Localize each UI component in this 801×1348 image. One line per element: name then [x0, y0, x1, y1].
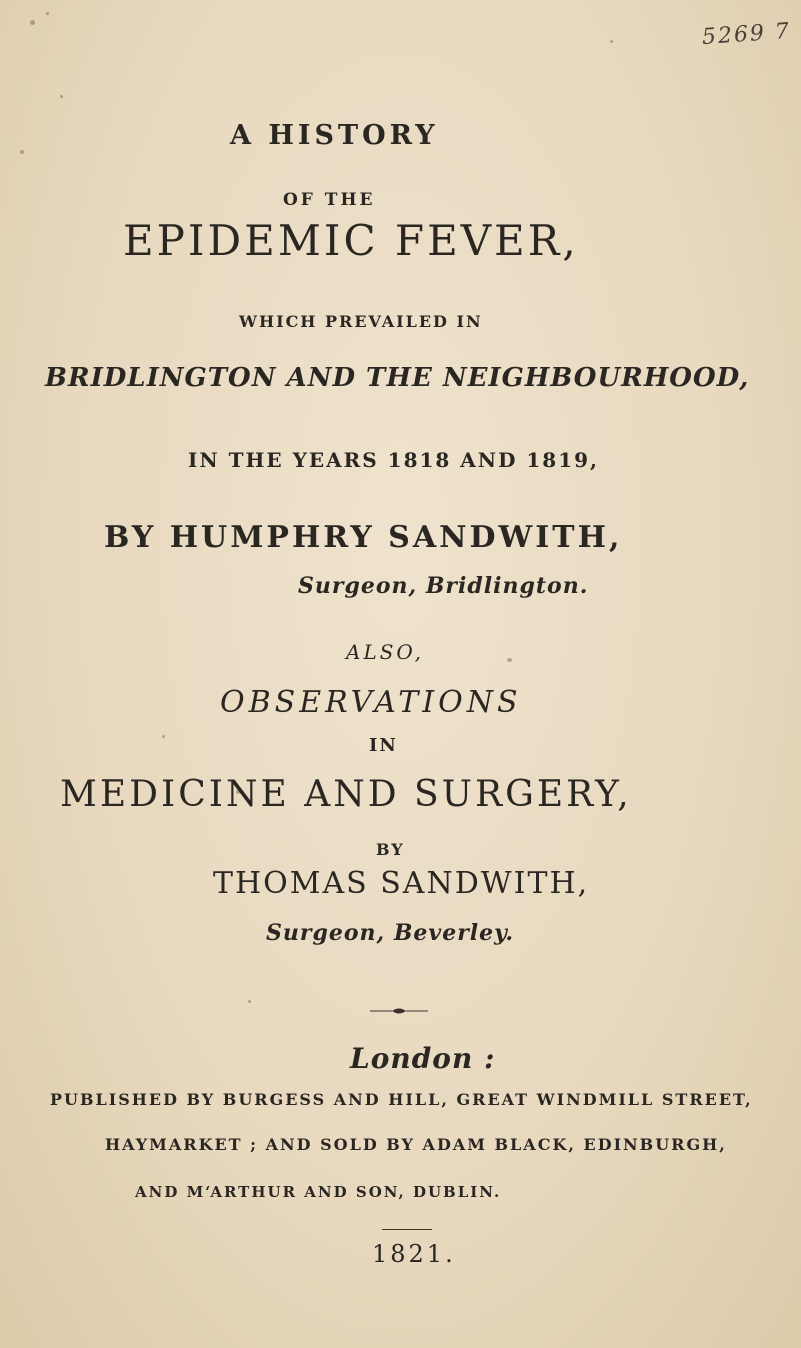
author1-byline: BY HUMPHRY SANDWITH, — [104, 520, 623, 555]
paper-speck — [610, 40, 613, 43]
author2-name: THOMAS SANDWITH, — [213, 866, 590, 901]
paper-speck — [507, 658, 512, 662]
imprint-line-1: PUBLISHED BY BURGESS AND HILL, GREAT WINDMILL STREET, — [50, 1090, 753, 1109]
paper-speck — [46, 12, 49, 15]
paper-speck — [60, 95, 63, 98]
imprint-line-3: AND M‘ARTHUR AND SON, DUBLIN. — [135, 1183, 502, 1201]
imprint-year: 1821. — [372, 1240, 456, 1268]
title-line-3: EPIDEMIC FEVER, — [123, 216, 579, 265]
paper-speck — [30, 20, 35, 25]
catalog-mark: 5269 7 — [701, 18, 792, 51]
author2-by: BY — [376, 840, 405, 859]
imprint-city: London : — [350, 1042, 496, 1075]
title-line-1: A HISTORY — [230, 120, 439, 151]
also-label: ALSO, — [346, 640, 425, 664]
second-title-line-1: OBSERVATIONS — [220, 685, 522, 720]
imprint-line-2: HAYMARKET ; AND SOLD BY ADAM BLACK, EDINBURGH, — [105, 1135, 727, 1154]
title-line-6: IN THE YEARS 1818 AND 1819, — [188, 448, 600, 472]
paper-speck — [248, 1000, 251, 1003]
year-rule — [382, 1229, 432, 1230]
title-line-2: OF THE — [283, 190, 376, 210]
paper-speck — [162, 735, 165, 738]
author2-role: Surgeon, Beverley. — [266, 920, 515, 946]
second-title-line-2: IN — [369, 735, 398, 756]
ornament-divider — [368, 1006, 430, 1016]
paper-speck — [20, 150, 24, 154]
title-line-5: BRIDLINGTON AND THE NEIGHBOURHOOD, — [45, 363, 750, 393]
second-title-line-3: MEDICINE AND SURGERY, — [60, 774, 632, 815]
title-line-4: WHICH PREVAILED IN — [239, 312, 483, 331]
author1-role: Surgeon, Bridlington. — [298, 573, 589, 599]
